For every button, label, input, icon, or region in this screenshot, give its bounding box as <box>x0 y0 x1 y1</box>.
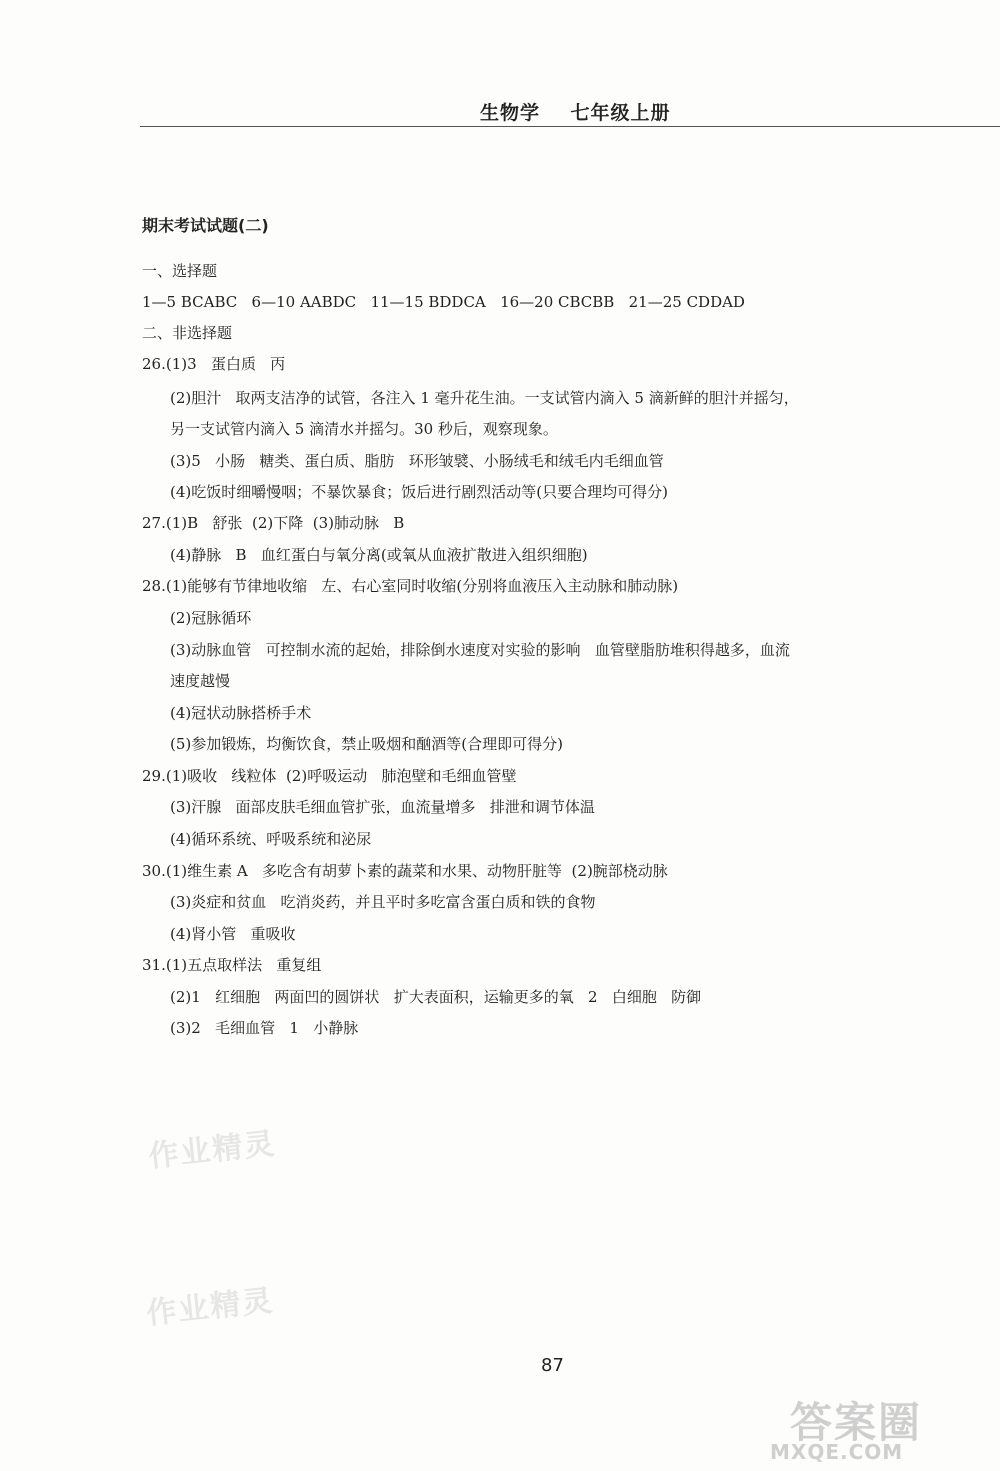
answer-line: (4)吃饭时细嚼慢咽；不暴饮暴食；饭后进行剧烈活动等(只要合理均可得分) <box>170 483 668 501</box>
answer-line: 31.(1)五点取样法 重复组 <box>142 956 322 974</box>
answer-line: (2)胆汁 取两支洁净的试管，各注入 1 毫升花生油。一支试管内滴入 5 滴新鲜的胆汁并摇匀， <box>170 389 799 407</box>
answer-line: (3)动脉血管 可控制水流的起始，排除倒水速度对实验的影响 血管壁脂肪堆积得越多，血流 <box>170 641 790 659</box>
section-title: 期末考试试题(二) <box>142 216 269 235</box>
answer-line: 30.(1)维生素 A 多吃含有胡萝卜素的蔬菜和水果、动物肝脏等 (2)腕部桡动脉 <box>142 862 668 880</box>
answer-line: (4)肾小管 重吸收 <box>170 925 296 943</box>
header-title: 生物学 七年级上册 <box>480 102 671 124</box>
corner-watermark <box>770 1390 995 1465</box>
answer-line: (3)5 小肠 糖类、蛋白质、脂肪 环形皱襞、小肠绒毛和绒毛内毛细血管 <box>170 452 664 470</box>
answer-line: (4)冠状动脉搭桥手术 <box>170 704 312 722</box>
page-number: 87 <box>541 1355 564 1376</box>
answer-line: (4)循环系统、呼吸系统和泌尿 <box>170 830 372 848</box>
answer-line: (5)参加锻炼，均衡饮食，禁止吸烟和酗酒等(合理即可得分) <box>170 735 563 753</box>
header-rule <box>140 126 1000 127</box>
answer-line: (2)1 红细胞 两面凹的圆饼状 扩大表面积，运输更多的氧 2 白细胞 防御 <box>170 988 702 1006</box>
answer-line: 速度越慢 <box>170 672 231 690</box>
corner-logo: 答案圈 <box>790 1398 923 1447</box>
answer-line: (3)汗腺 面部皮肤毛细血管扩张，血流量增多 排泄和调节体温 <box>170 798 595 816</box>
answer-line: 28.(1)能够有节律地收缩 左、右心室同时收缩(分别将血液压入主动脉和肺动脉) <box>142 577 679 595</box>
answer-line: 一、选择题 <box>142 262 218 280</box>
answer-line: (4)静脉 B 血红蛋白与氧分离(或氧从血液扩散进入组织细胞) <box>170 546 588 564</box>
answer-line: (3)2 毛细血管 1 小静脉 <box>170 1019 359 1037</box>
watermark: 作业精灵 <box>144 1283 276 1332</box>
page-header <box>140 92 1000 128</box>
answer-line: 27.(1)B 舒张 (2)下降 (3)肺动脉 B <box>142 514 405 532</box>
answer-line: 另一支试管内滴入 5 滴清水并摇匀。30 秒后，观察现象。 <box>170 420 558 438</box>
answer-line: 29.(1)吸收 线粒体 (2)呼吸运动 肺泡壁和毛细血管壁 <box>142 767 517 785</box>
corner-url: MXQE.COM <box>770 1440 904 1464</box>
watermark: 作业精灵 <box>146 1126 278 1175</box>
answer-line: 二、非选择题 <box>142 324 233 342</box>
answer-line: 26.(1)3 蛋白质 丙 <box>142 355 286 373</box>
answer-line: 1—5 BCABC 6—10 AABDC 11—15 BDDCA 16—20 CBCBB 21—25 CDDAD <box>142 293 745 311</box>
answer-line: (3)炎症和贫血 吃消炎药，并且平时多吃富含蛋白质和铁的食物 <box>170 893 596 911</box>
answer-line: (2)冠脉循环 <box>170 609 252 627</box>
